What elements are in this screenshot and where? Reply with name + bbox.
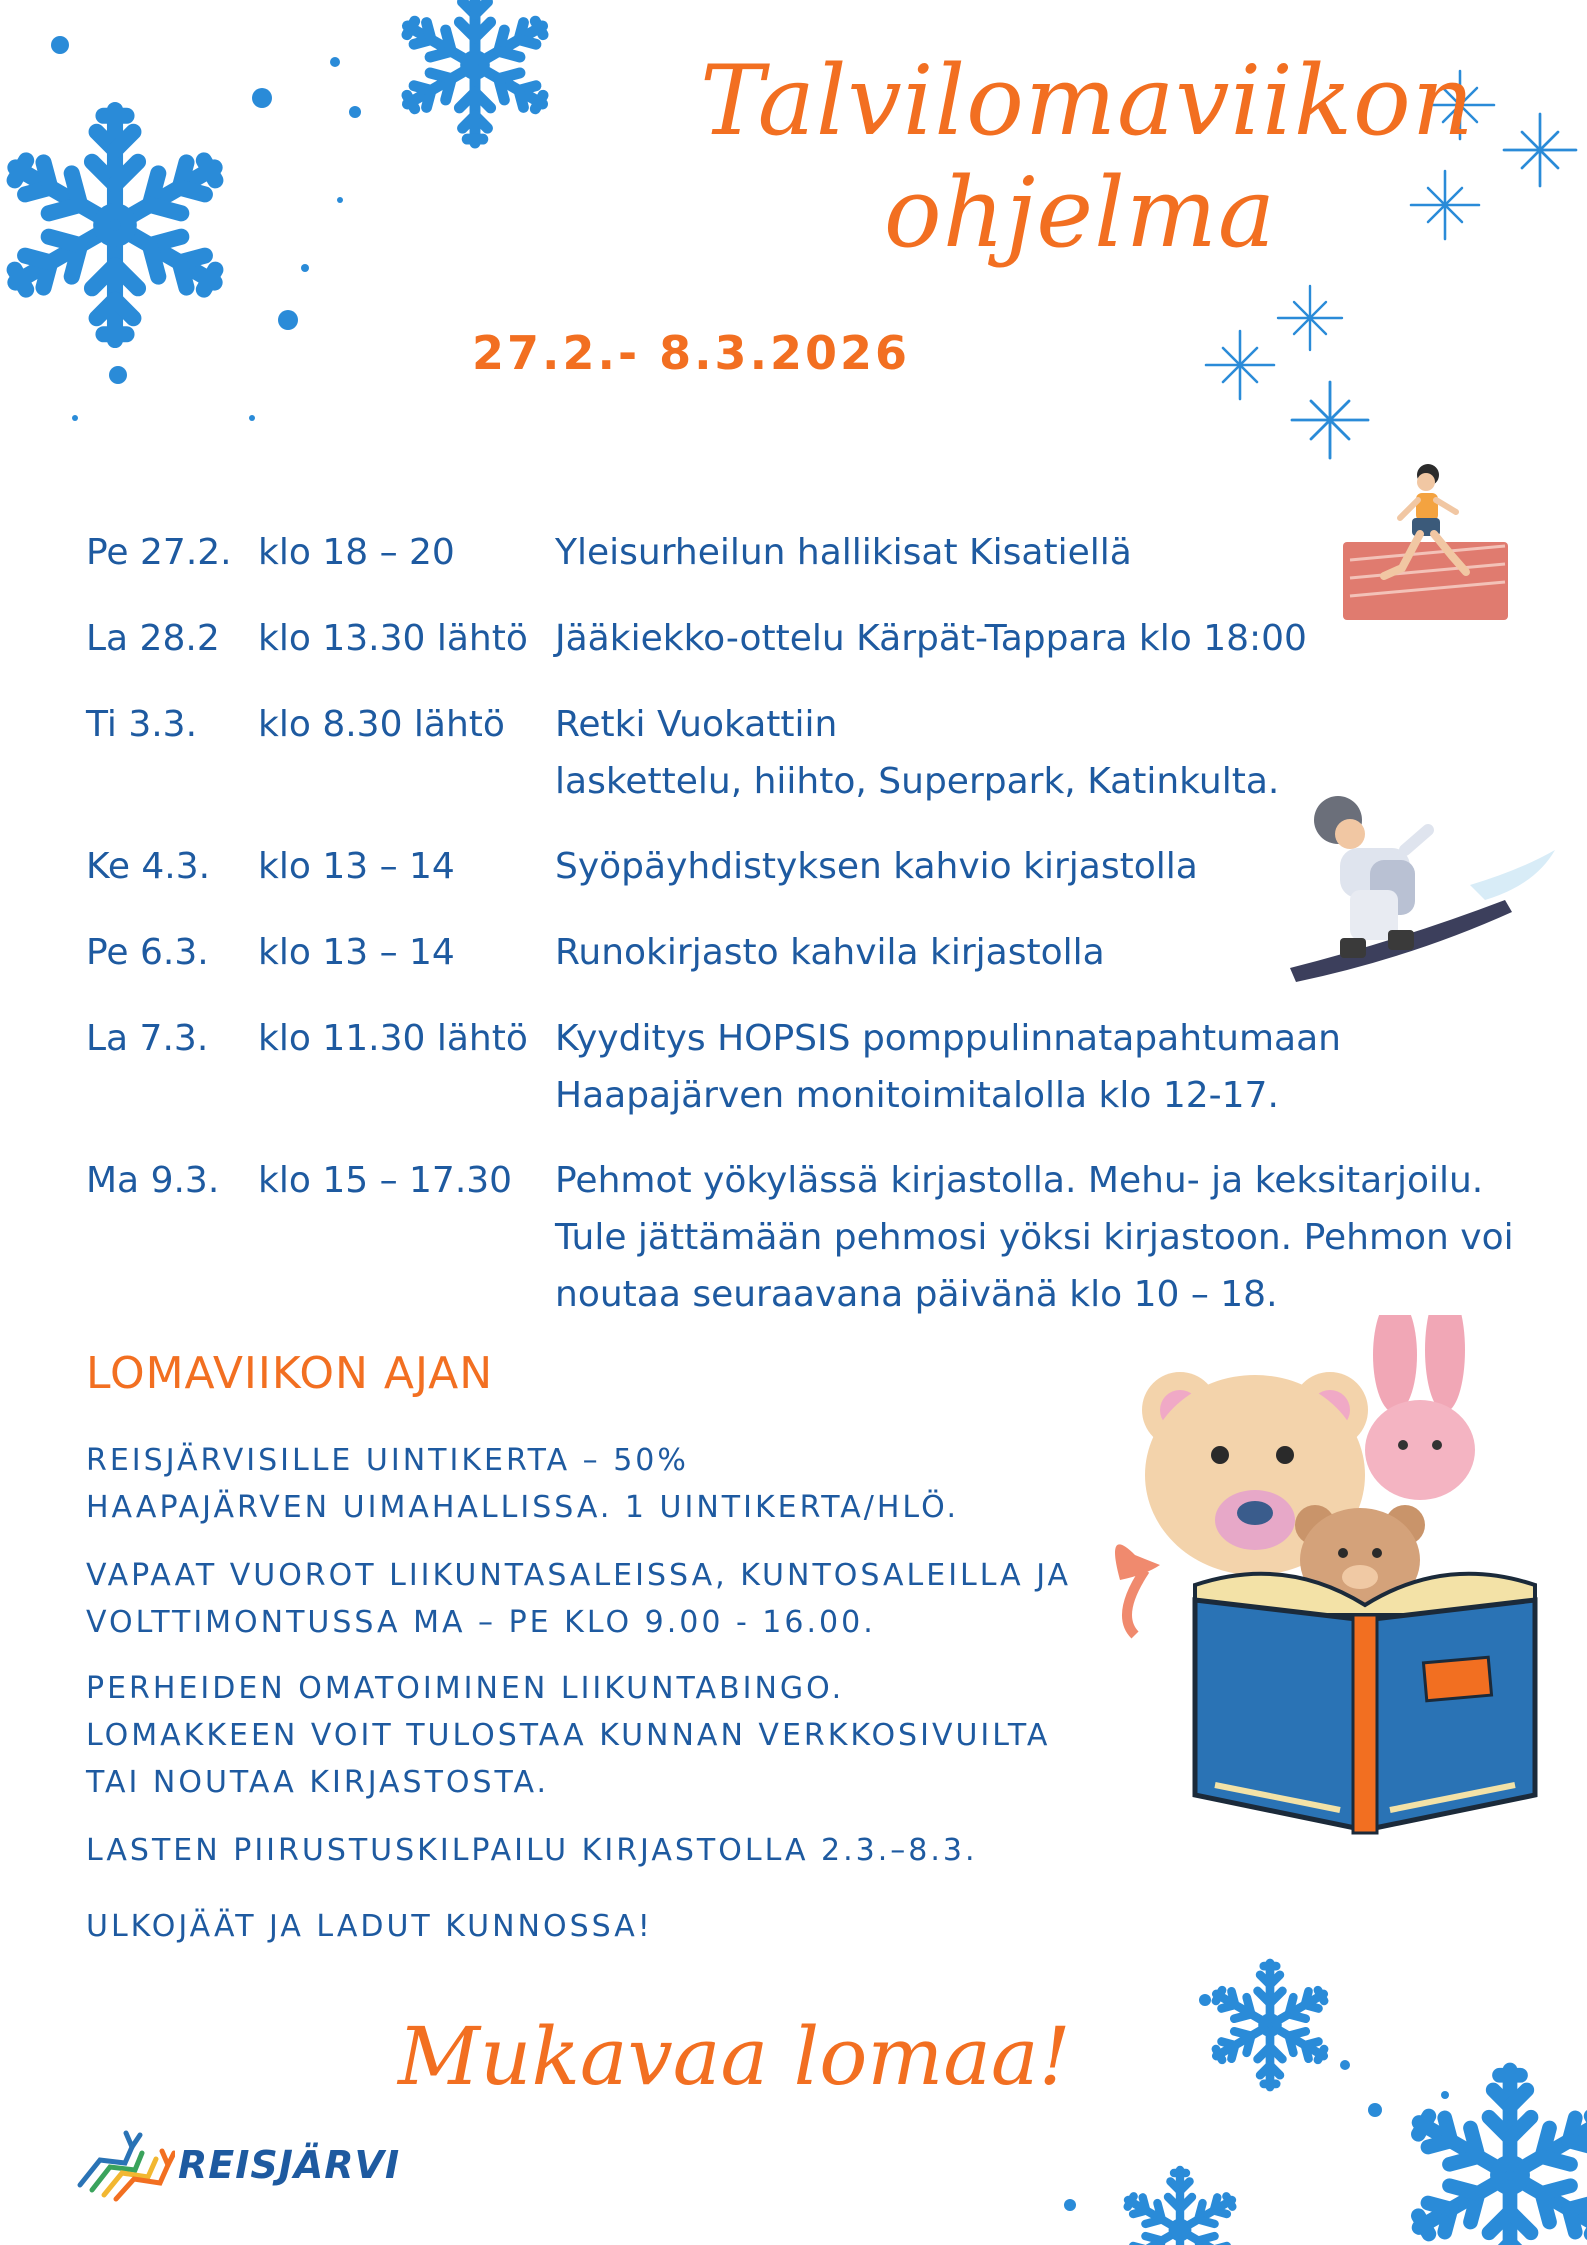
schedule-day: Ma 9.3. bbox=[86, 1160, 220, 1201]
schedule-desc: Kyyditys HOPSIS pomppulinnatapahtumaan bbox=[555, 1018, 1341, 1059]
holiday-item-line: LOMAKKEEN VOIT TULOSTAA KUNNAN VERKKOSIVUILTA bbox=[86, 1718, 1051, 1753]
holiday-item-line: VAPAAT VUOROT LIIKUNTASALEISSA, KUNTOSALEILLA JA bbox=[86, 1558, 1072, 1593]
schedule-time: klo 18 – 20 bbox=[258, 532, 455, 573]
reisjarvi-logo bbox=[70, 2125, 401, 2205]
schedule-desc: Haapajärven monitoimitalolla klo 12-17. bbox=[555, 1075, 1279, 1116]
title-line-1: Talvilomaviikon bbox=[700, 45, 1475, 157]
holiday-item-line: REISJÄRVISILLE UINTIKERTA – 50% bbox=[86, 1443, 689, 1478]
holiday-item-line: HAAPAJÄRVEN UIMAHALLISSA. 1 UINTIKERTA/HLÖ. bbox=[86, 1490, 960, 1525]
holiday-item-line: TAI NOUTAA KIRJASTOSTA. bbox=[86, 1765, 550, 1800]
teddy-book-illustration bbox=[1115, 1315, 1545, 1835]
title-line-2: ohjelma bbox=[883, 157, 1277, 269]
holiday-item bbox=[86, 1665, 1050, 1806]
logo-text: REISJÄRVI bbox=[178, 2143, 401, 2187]
schedule-desc: Pehmot yökylässä kirjastolla. Mehu- ja keksitarjoilu. bbox=[555, 1160, 1484, 1201]
schedule-desc: Jääkiekko-ottelu Kärpät-Tappara klo 18:00 bbox=[555, 618, 1307, 659]
schedule-desc: Yleisurheilun hallikisat Kisatiellä bbox=[555, 532, 1132, 573]
schedule-desc: Tule jättämään pehmosi yöksi kirjastoon. Pehmon voi bbox=[555, 1217, 1514, 1258]
schedule-day: Ti 3.3. bbox=[86, 704, 198, 745]
date-range: 27.2.- 8.3.2026 bbox=[472, 326, 911, 380]
holiday-item bbox=[86, 1552, 1071, 1646]
holiday-section-title: LOMAVIIKON AJAN bbox=[86, 1348, 494, 1399]
schedule-desc: Syöpäyhdistyksen kahvio kirjastolla bbox=[555, 846, 1198, 887]
schedule-desc: noutaa seuraavana päivänä klo 10 – 18. bbox=[555, 1274, 1278, 1315]
holiday-item-line: LASTEN PIIRUSTUSKILPAILU KIRJASTOLLA 2.3.–8.3. bbox=[86, 1833, 978, 1868]
closing-text: Mukavaa lomaa! bbox=[398, 2010, 1071, 2103]
schedule-day: Pe 27.2. bbox=[86, 532, 232, 573]
schedule-day: Pe 6.3. bbox=[86, 932, 209, 973]
schedule-time: klo 15 – 17.30 bbox=[258, 1160, 513, 1201]
schedule-day: Ke 4.3. bbox=[86, 846, 211, 887]
schedule-time: klo 13.30 lähtö bbox=[258, 618, 528, 659]
schedule-desc: Retki Vuokattiin bbox=[555, 704, 838, 745]
runner-illustration bbox=[1340, 460, 1510, 625]
snowboarder-illustration bbox=[1280, 790, 1560, 985]
holiday-item-line: VOLTTIMONTUSSA MA – PE KLO 9.00 - 16.00. bbox=[86, 1605, 876, 1640]
snowflake-icon bbox=[1122, 2170, 1238, 2245]
schedule-day: La 28.2 bbox=[86, 618, 220, 659]
schedule-day: La 7.3. bbox=[86, 1018, 209, 1059]
schedule-time: klo 8.30 lähtö bbox=[258, 704, 505, 745]
holiday-item-line: ULKOJÄÄT JA LADUT KUNNOSSA! bbox=[86, 1909, 653, 1944]
reindeer-logo-icon bbox=[70, 2125, 175, 2205]
holiday-item bbox=[86, 1827, 978, 1874]
schedule-time: klo 13 – 14 bbox=[258, 932, 455, 973]
schedule-time: klo 13 – 14 bbox=[258, 846, 455, 887]
schedule-desc: Runokirjasto kahvila kirjastolla bbox=[555, 932, 1105, 973]
snowflake-icon bbox=[1210, 1963, 1330, 2087]
schedule-desc: laskettelu, hiihto, Superpark, Katinkulta. bbox=[555, 761, 1280, 802]
holiday-item-line: PERHEIDEN OMATOIMINEN LIIKUNTABINGO. bbox=[86, 1671, 845, 1706]
holiday-item bbox=[86, 1903, 653, 1950]
schedule-time: klo 11.30 lähtö bbox=[258, 1018, 528, 1059]
holiday-item bbox=[86, 1437, 959, 1531]
snowflake-icon bbox=[1409, 2070, 1587, 2245]
